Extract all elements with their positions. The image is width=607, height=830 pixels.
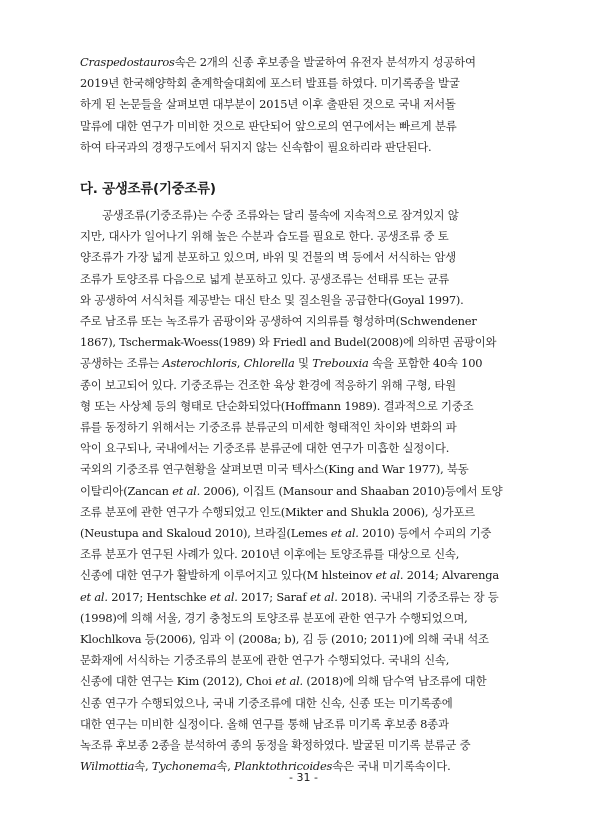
text-line: 신종에 대한 연구는 Kim (2012), Choi et al. (2018)에 의해 담수역 남조류에 대한 [80,674,487,689]
paragraph-aerial-algae [80,205,527,777]
text-line: 녹조류 후보종 2종을 분석하여 종의 동정을 확정하였다. 발굴된 미기록 분류군 중 [80,738,471,753]
text-line: 하게 된 논문들을 살펴보면 대부분이 2015년 이후 출판된 것으로 국내 저서돌 [80,97,456,112]
text-line: 양조류가 가장 넓게 분포하고 있으며, 바위 및 건물의 벽 등에서 서식하는 암생 [80,250,456,265]
text-line: (Neustupa and Skaloud 2010), 브라질(Lemes et al. 2010) 등에서 수피의 기중 [80,526,492,541]
text-line: 류를 동정하기 위해서는 기중조류 분류군의 미세한 형태적인 차이와 변화의 파 [80,420,457,435]
text-line: Craspedostauros속은 2개의 신종 후보종을 발굴하여 유전자 분석까지 성공하여 [80,55,476,69]
text-line: 이탈리아(Zancan et al. 2006), 이집트 (Mansour and Shaaban 2010)등에서 토양 [80,483,503,498]
text-line: 하여 타국과의 경쟁구도에서 뒤지지 않는 신속함이 필요하리라 판단된다. [80,139,432,154]
paragraph-craspedostauros [80,52,527,158]
text-line: Wilmottia속, Tychonema속, Planktothricoides속은 국내 미기록속이다. [80,759,451,774]
text-line: 주로 남조류 또는 녹조류가 곰팡이와 공생하여 지의류를 형성하며(Schwendener [80,314,477,329]
text-line: 지만, 대사가 일어나기 위해 높은 수분과 습도를 필요로 한다. 공생조류 중 토 [80,229,449,244]
text-line: 문화재에 서식하는 기중조류의 분포에 관한 연구가 수행되었다. 국내의 신속, [80,653,450,668]
text-line: (1998)에 의해 서울, 경기 충청도의 토양조류 분포에 관한 연구가 수행되었으며, [80,610,468,625]
text-line: 말류에 대한 연구가 미비한 것으로 판단되어 앞으로의 연구에서는 빠르게 분류 [80,118,457,133]
text-line: 신종 연구가 수행되었으나, 국내 기중조류에 대한 신속, 신종 또는 미기록종에 [80,695,453,710]
page-number: - 31 - [289,771,318,784]
text-line: et al. 2017; Hentschke et al. 2017; Saraf et al. 2018). 국내의 기중조류는 장 등 [80,589,499,604]
text-line: 공생조류(기중조류)는 수중 조류와는 달리 물속에 지속적으로 잠겨있지 않 [102,208,459,222]
text-line: 조류가 토양조류 다음으로 넓게 분포하고 있다. 공생조류는 선태류 또는 균류 [80,271,450,286]
text-line: Klochlkova 등(2006), 임과 이 (2008a; b), 김 등 (2010; 2011)에 의해 국내 석조 [80,632,489,647]
text-line: 공생하는 조류는 Asterochloris, Chlorella 및 Trebouxia 속을 포함한 40속 100 [80,356,483,371]
text-line: 신종에 대한 연구가 활발하게 이루어지고 있다(M hlsteinov et al. 2014; Alvarenga [80,568,499,583]
text-line: 형 또는 사상체 등의 형태로 단순화되었다(Hoffmann 1989). 결과적으로 기중조 [80,398,474,413]
text-line: 1867), Tschermak-Woess(1989) 와 Friedl and Budel(2008)에 의하면 곰팡이와 [80,335,497,350]
text-line: 종이 보고되어 있다. 기중조류는 건조한 육상 환경에 적응하기 위해 구형, 타원 [80,377,456,392]
text-line: 국외의 기중조류 연구현황을 살펴보면 미국 텍사스(King and War 1977), 북동 [80,462,469,477]
text-line: 조류 분포에 관한 연구가 수행되었고 인도(Mikter and Shukla 2006), 싱가포르 [80,504,475,519]
text-line: 조류 분포가 연구된 사례가 있다. 2010년 이후에는 토양조류를 대상으로 신속, [80,547,460,562]
text-line: 2019년 한국해양학회 춘계학술대회에 포스터 발표를 하였다. 미기록종을 발굴 [80,76,460,91]
text-line: 와 공생하여 서식처를 제공받는 대신 탄소 및 질소원을 공급한다(Goyal 1997). [80,292,464,307]
section-heading: 다. 공생조류(기중조류) [80,182,216,197]
text-line: 대한 연구는 미비한 실정이다. 올해 연구를 통해 남조류 미기록 후보종 8종과 [80,716,449,731]
text-line: 악이 요구되나, 국내에서는 기중조류 분류군에 대한 연구가 미흡한 실정이다. [80,441,450,456]
